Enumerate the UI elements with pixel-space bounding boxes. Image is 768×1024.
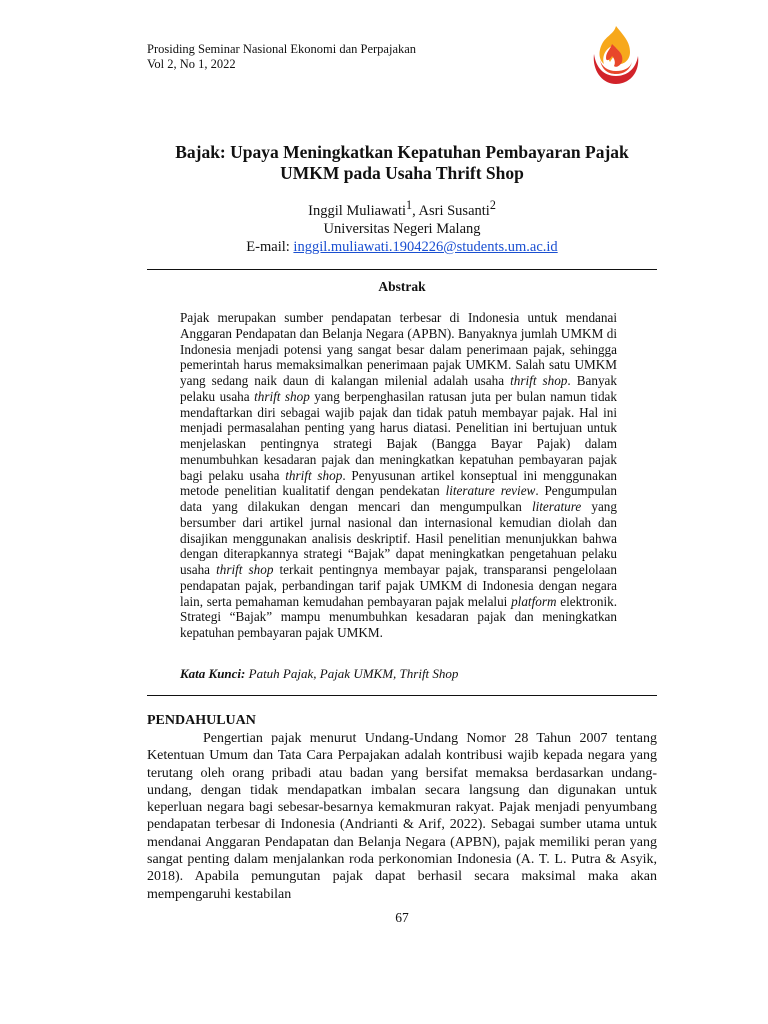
paper-title-line-1: Bajak: Upaya Meningkatkan Kepatuhan Pembayaran Pajak	[175, 142, 629, 162]
author-1-affiliation-mark: 1	[406, 198, 413, 212]
abstract-italic-term: literature	[531, 499, 582, 514]
paper-title	[147, 142, 657, 184]
introduction-paragraph: Pengertian pajak menurut Undang-Undang Nomor 28 Tahun 2007 tentang Ketentuan Umum dan Tata Cara Perpajakan adalah kontribusi wajib kepada negara yang terutang oleh orang pribadi atau badan yang bersifat memaksa berdasarkan undang- undang, dengan tidak mendapatkan imbalan secara langsung dan digunakan untuk keperluan negara bagi sebesar-besarnya kemakmuran rakyat. Pajak menjadi penyumbang pendapatan terbesar di Indonesia (Andrianti & Arif, 2022). Sebagai sumber utama untuk mendanai Anggaran Pendapatan dan Belanja Negara (APBN), pajak memiliki peran yang sangat penting dalam menjalankan roda perkonomian Indonesia (A. T. L. Putra & Asyik, 2018). Apabila pemungutan pajak dapat berhasil secara maksimal maka akan mempengaruhi kestabilan	[147, 731, 657, 902]
abstract-italic-term: thrift shop	[510, 373, 568, 388]
abstract-text	[180, 310, 617, 641]
abstract-segment: elektronik. Strategi “Bajak” mampu menumbuhkan kesadaran pajak dan meningkatkan kepatuhan pembayaran pajak UMKM.	[180, 593, 617, 640]
email-link[interactable]: inggil.muliawati.1904226@students.um.ac.id	[293, 238, 558, 255]
running-header	[147, 42, 416, 72]
abstract-heading: Abstrak	[378, 279, 426, 294]
author-2: Asri Susanti	[418, 202, 490, 219]
divider-top	[147, 269, 657, 270]
abstract-segment: Pajak merupakan sumber pendapatan terbesar di Indonesia untuk mendanai Anggaran Pendapatan dan Belanja Negara (APBN). Banyaknya jumlah UMKM di Indonesia menjadi potensi yang sangat besar dalam penerimaan pajak, sehingga pemerintah harus memaksimalkan penerimaan pajak UMKM. Salah satu UMKM yang sedang naik daun di kalangan milenial adalah usaha	[180, 310, 617, 388]
abstract-italic-term: literature review	[445, 483, 536, 499]
abstract-segment: yang bersumber dari artikel jurnal nasional dan internasional kemudian diolah dan disajikan menggunakan analisis deskriptif. Hasil penelitian menunjukkan bahwa dengan diterapkannya strategi “Bajak” dapat meningkatkan pengetahuan pelaku usaha	[180, 499, 617, 577]
author-1: Inggil Muliawati	[308, 202, 407, 219]
abstract-italic-term: thrift shop	[216, 562, 274, 577]
abstract-segment: . Penyusunan artikel konseptual ini menggunakan metode penelitian kualitatif dengan pendekatan	[180, 467, 618, 499]
author-separator: ,	[412, 202, 419, 219]
divider-bottom	[147, 695, 657, 696]
email-label: E-mail:	[246, 238, 294, 255]
abstract-segment: yang berpenghasilan ratusan juta per bulan namun tidak mendaftarkan diri sebagai wajib pajak dan tidak patuh membayar pajak. Hal ini menjadi permasalahan penting yang harus diatasi. Penelitian ini bertujuan untuk menjelaskan pentingnya strategi Bajak (Bangga Bayar Pajak) dalam menumbuhkan kesadaran pajak dan meningkatkan kepatuhan pembayaran pajak bagi pelaku usaha	[180, 388, 618, 483]
email-line	[147, 238, 657, 256]
keywords-label: Kata Kunci:	[180, 666, 246, 681]
author-block	[147, 196, 657, 256]
volume-info: Vol 2, No 1, 2022	[147, 57, 236, 71]
abstract-segment: . Banyak pelaku usaha	[180, 373, 617, 404]
page-number: 67	[395, 910, 409, 925]
abstract-italic-term: thrift shop	[254, 388, 310, 404]
abstract-segment: terkait pentingnya membayar pajak, transparansi pengelolaan pendapatan pajak, perbandingan tarif pajak UMKM di Indonesia dengan negara lain, serta pemahaman kemudahan pembayaran pajak melalui	[180, 562, 618, 609]
abstract-segment: . Pengumpulan data yang dilakukan dengan mencari dan mengumpulkan	[180, 483, 617, 514]
paper-title-line-2: UMKM pada Usaha Thrift Shop	[280, 163, 524, 183]
affiliation: Universitas Negeri Malang	[323, 220, 481, 237]
section-heading: PENDAHULUAN	[147, 713, 256, 728]
abstract-italic-term: platform	[511, 593, 557, 609]
keywords	[180, 666, 617, 682]
flame-logo-icon	[590, 24, 642, 88]
abstract-italic-term: thrift shop	[285, 467, 343, 483]
author-2-affiliation-mark: 2	[489, 198, 496, 212]
proceedings-title: Prosiding Seminar Nasional Ekonomi dan Perpajakan	[147, 42, 417, 56]
keywords-values: Patuh Pajak, Pajak UMKM, Thrift Shop	[245, 666, 459, 681]
author-names	[147, 196, 657, 220]
